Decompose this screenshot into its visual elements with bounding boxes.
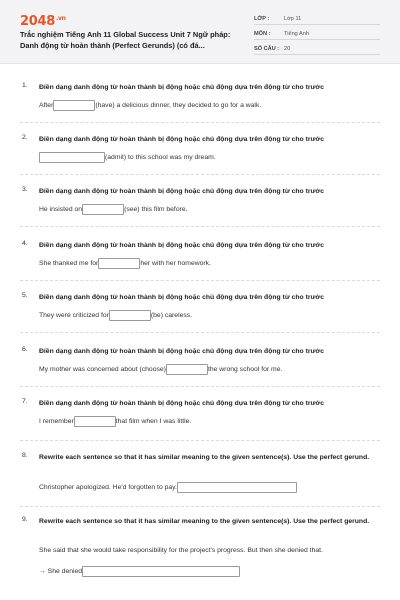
question-sentence <box>39 310 192 321</box>
sentence-given: Christopher apologized. He'd forgotten to pay. <box>39 484 177 491</box>
question-sentence <box>39 416 191 427</box>
question-number: 7. <box>22 398 28 405</box>
question-sentence <box>39 258 211 269</box>
sentence-before: She thanked me for <box>39 260 99 267</box>
divider <box>20 440 380 441</box>
question-instruction: Điền dạng danh động từ hoàn thành bị động hoặc chủ động dựa trên động từ cho trước <box>39 294 325 301</box>
sentence-after: the wrong school for me. <box>207 366 283 373</box>
sentence-after: (see) this film before. <box>124 206 188 213</box>
grade-row <box>254 12 380 25</box>
question-count-value: 20 <box>284 46 291 52</box>
logo-tld: .vn <box>55 14 66 22</box>
answer-blank[interactable] <box>82 566 240 577</box>
question-number: 9. <box>22 516 28 523</box>
question-count-label: SỐ CÂU : <box>254 46 280 52</box>
worksheet-header <box>0 0 400 64</box>
answer-blank[interactable] <box>74 416 116 427</box>
question-sentence <box>39 482 297 493</box>
question-sentence <box>39 204 188 215</box>
sentence-before: He insisted on <box>39 206 83 213</box>
sentence-after: that film when I was little. <box>115 418 192 425</box>
question-instruction: Điền dạng danh động từ hoàn thành bị động hoặc chủ động dựa trên động từ cho trước <box>39 188 325 195</box>
answer-blank[interactable] <box>177 482 297 493</box>
question-number: 2. <box>22 134 28 141</box>
question-sentence <box>39 152 216 163</box>
worksheet-title: Trắc nghiệm Tiếng Anh 11 Global Success Unit 7 Ngữ pháp: Danh động từ hoàn thành (Perfect Gerunds) (có đá... <box>20 30 231 50</box>
logo-text: 2048 <box>20 14 55 29</box>
site-logo[interactable] <box>20 14 66 29</box>
answer-blank[interactable] <box>39 152 105 163</box>
divider <box>20 280 380 281</box>
question-sentence <box>39 364 282 375</box>
subject-label: MÔN : <box>254 31 271 37</box>
sentence-before: After <box>39 102 54 109</box>
question-instruction: Điền dạng danh động từ hoàn thành bị động hoặc chủ động dựa trên động từ cho trước <box>39 400 325 407</box>
question-answer-line <box>39 566 240 577</box>
question-instruction: Rewrite each sentence so that it has similar meaning to the given sentence(s). Use the perfect gerund. <box>39 518 370 525</box>
answer-blank[interactable] <box>109 310 151 321</box>
sentence-after: (be) careless. <box>150 312 193 319</box>
divider <box>20 174 380 175</box>
subject-row <box>254 27 380 40</box>
question-number: 4. <box>22 240 28 247</box>
grade-label: LỚP : <box>254 16 270 22</box>
question-instruction: Rewrite each sentence so that it has similar meaning to the given sentence(s). Use the perfect gerund. <box>39 454 370 461</box>
question-number: 5. <box>22 292 28 299</box>
subject-value: Tiếng Anh <box>284 31 309 37</box>
answer-blank[interactable] <box>53 100 95 111</box>
question-count-row <box>254 42 380 55</box>
divider <box>20 386 380 387</box>
sentence-before: They were criticized for <box>39 312 109 319</box>
sentence-after: (admit) to this school was my dream. <box>105 154 216 161</box>
sentence-given: She said that she would take responsibility for the project's progress. But then she denied that. <box>39 547 323 554</box>
question-instruction: Điền dạng danh động từ hoàn thành bị động hoặc chủ động dựa trên động từ cho trước <box>39 136 325 143</box>
sentence-before: I remember <box>39 418 74 425</box>
question-instruction: Điền dạng danh động từ hoàn thành bị động hoặc chủ động dựa trên động từ cho trước <box>39 242 325 249</box>
question-sentence <box>39 100 261 111</box>
question-instruction: Điền dạng danh động từ hoàn thành bị động hoặc chủ động dựa trên động từ cho trước <box>39 348 325 355</box>
sentence-before: My mother was concerned about (choose) <box>39 366 166 373</box>
answer-blank[interactable] <box>166 364 208 375</box>
grade-value: Lớp 11 <box>284 16 302 22</box>
question-sentence <box>39 547 323 554</box>
divider <box>20 506 380 507</box>
question-number: 6. <box>22 346 28 353</box>
question-number: 1. <box>22 82 28 89</box>
sentence-before: → She denied <box>39 568 83 575</box>
question-number: 8. <box>22 452 28 459</box>
question-number: 3. <box>22 186 28 193</box>
question-instruction: Điền dạng danh động từ hoàn thành bị động hoặc chủ động dựa trên động từ cho trước <box>39 84 325 91</box>
divider <box>20 122 380 123</box>
divider <box>20 332 380 333</box>
sentence-after: (have) a delicious dinner, they decided to go for a walk. <box>95 102 262 109</box>
sentence-after: her with her homework. <box>140 260 211 267</box>
answer-blank[interactable] <box>98 258 140 269</box>
answer-blank[interactable] <box>82 204 124 215</box>
divider <box>20 226 380 227</box>
